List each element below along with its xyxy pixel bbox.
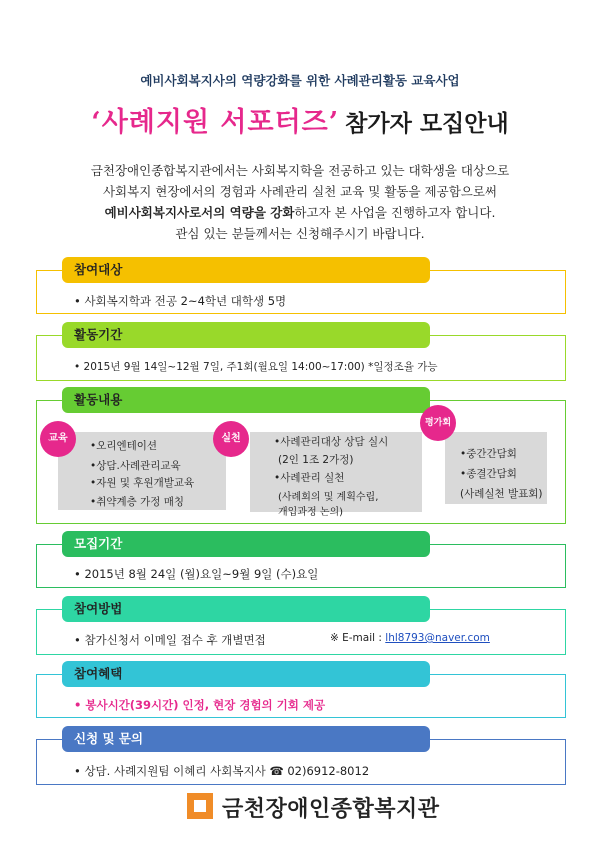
intro-line-3: [40, 202, 560, 223]
page-title: [0, 100, 600, 139]
education-item-1: •오리엔테이션: [90, 440, 158, 452]
org-name: 금천장애인종합복지관: [222, 797, 440, 822]
inquiry-item: • 상담. 사례지원팀 이혜리 사회복지사 ☎ 02)6912-8012: [74, 764, 370, 778]
method-header: 참여방법: [62, 596, 430, 622]
education-badge: 교육: [40, 421, 76, 457]
practice-item-4: (사례회의 및 계획수립,: [278, 492, 379, 503]
practice-item-5: 개입과정 논의): [278, 507, 344, 518]
practice-badge: 실천: [213, 421, 249, 457]
intro-line-1: 금천장애인종합복지관에서는 사회복지학을 전공하고 있는 대학생을 대상으로: [90, 163, 510, 178]
education-item-4: •취약계층 가정 매칭: [90, 496, 185, 508]
recruit-header: 모집기간: [62, 531, 430, 557]
period-item: • 2015년 9월 14일~12월 7일, 주1회(월요일 14:00~17:00) *일정조율 가능: [74, 361, 438, 373]
education-item-2: •상담.사례관리교육: [90, 460, 181, 472]
title-highlight: ‘사례지원 서포터즈’: [91, 107, 340, 138]
intro-line-3-rest: 하고자 본 사업을 진행하고자 합니다.: [294, 205, 496, 220]
benefit-header: 참여혜택: [62, 661, 430, 687]
period-header: 활동기간: [62, 322, 430, 348]
email-row: [330, 632, 490, 644]
method-item: • 참가신청서 이메일 접수 후 개별면접: [74, 633, 266, 647]
practice-item-3: •사례관리 실천: [274, 472, 345, 484]
practice-item-2: (2인 1조 2가정): [278, 454, 354, 466]
target-header: 참여대상: [62, 257, 430, 283]
benefit-item: • 봉사시간(39시간) 인정, 현장 경험의 기회 제공: [74, 698, 326, 712]
inquiry-header: 신청 및 문의: [62, 726, 430, 752]
org-logo-icon: [187, 793, 213, 819]
intro-line-2: 사회복지 현장에서의 경험과 사례관리 실천 교육 및 활동을 제공함으로써: [102, 184, 498, 199]
target-item: • 사회복지학과 전공 2~4학년 대학생 5명: [74, 294, 287, 308]
intro-line-4: 관심 있는 분들께서는 신청해주시기 바랍니다.: [175, 226, 425, 241]
evaluation-badge: 평가회: [420, 405, 456, 441]
recruit-item: • 2015년 8월 24일 (월)요일~9월 9일 (수)요일: [74, 567, 319, 581]
email-label: ※ E-mail :: [330, 632, 382, 644]
practice-item-1: •사례관리대상 상담 실시: [274, 436, 389, 448]
education-item-3: •자원 및 후원개발교육: [90, 477, 195, 489]
evaluation-item-3: (사례실천 발표회): [460, 488, 543, 500]
intro-emphasis: 예비사회복지사로서의 역량을 강화: [104, 205, 295, 220]
evaluation-item-1: •중간간담회: [460, 448, 517, 460]
evaluation-item-2: •종결간담회: [460, 468, 517, 480]
email-link[interactable]: lhl8793@naver.com: [385, 632, 490, 644]
content-header: 활동내용: [62, 387, 430, 413]
subtitle: 예비사회복지사의 역량강화를 위한 사례관리활동 교육사업: [140, 73, 460, 88]
title-rest: 참가자 모집안내: [345, 111, 509, 137]
